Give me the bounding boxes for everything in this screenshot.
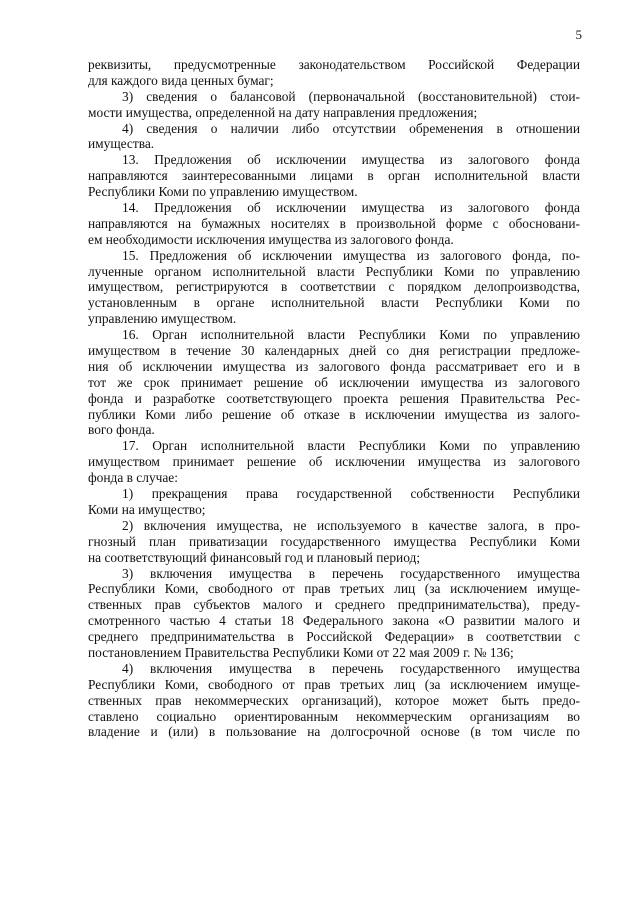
text-line: направляются заинтересованными лицами в орган исполнительной власти (88, 168, 580, 184)
text-line: постановлением Правительства Республики Коми от 22 мая 2009 г. № 136; (88, 644, 514, 660)
text-line: имуществом в течение 30 календарных дней со дня регистрации предложе- (88, 343, 580, 359)
text-line: 3) сведения о балансовой (первоначальной (восстановительной) стои- (122, 88, 580, 104)
text-line: среднего предпринимательства в Российской Федерации» в соответствии с (88, 629, 580, 645)
document-body (88, 57, 580, 740)
text-line: публики Коми либо решение об отказе в исключении имущества из залого- (88, 406, 580, 422)
page-number: 5 (575, 27, 582, 42)
text-line: Республики Коми, свободного от прав третьих лиц (за исключением имуще- (88, 581, 580, 597)
text-line: имуществом, регистрируются в соответствии с порядком делопроизводства, (88, 279, 580, 295)
text-line: владение и (или) в пользование на долгосрочной основе (в том числе по (88, 724, 580, 740)
text-line: управлению имуществом. (88, 311, 237, 327)
text-line: для каждого вида ценных бумаг; (88, 72, 274, 88)
text-line: гнозный план приватизации государственного имущества Республики Коми (88, 533, 580, 549)
text-line: 2) включения имущества, не используемого в качестве залога, в про- (122, 517, 580, 533)
text-line: ставлено социально ориентированным некоммерческим организациям во (88, 708, 580, 724)
text-line: 1) прекращения права государственной собственности Республики (122, 486, 580, 502)
text-line: ственных прав некоммерческих организаций), которое может быть предо- (88, 692, 580, 708)
text-line: имуществом принимает решение об исключении имущества из залогового (88, 454, 580, 470)
text-line: на соответствующий финансовый год и плановый период; (88, 549, 421, 565)
text-line: ственных прав субъектов малого и среднего предпринимательства), преду- (88, 597, 580, 613)
text-line: мости имущества, определенной на дату направления предложения; (88, 104, 478, 120)
text-line: фонда и разработке соответствующего проекта решения Правительства Рес- (88, 390, 580, 406)
text-line: Коми на имущество; (88, 501, 206, 517)
text-line: вого фонда. (88, 422, 155, 438)
text-line: 3) включения имущества в перечень государственного имущества (122, 565, 580, 581)
text-line: Республики Коми, свободного от прав третьих лиц (за исключением имуще- (88, 676, 580, 692)
text-line: 16. Орган исполнительной власти Республики Коми по управлению (122, 327, 580, 343)
text-line: 15. Предложения об исключении имущества из залогового фонда, по- (122, 247, 580, 263)
text-line: ния об исключении имущества из залогового фонда рассматривает его и в (88, 358, 580, 374)
text-line: лученные органом исполнительной власти Республики Коми по управлению (88, 263, 580, 279)
text-line: 4) включения имущества в перечень государственного имущества (122, 660, 580, 676)
text-line: направляются на бумажных носителях в произвольной форме с обосновани- (88, 215, 580, 231)
text-line: 13. Предложения об исключении имущества из залогового фонда (122, 152, 580, 168)
text-line: фонда в случае: (88, 470, 178, 486)
text-line: ем необходимости исключения имущества из залогового фонда. (88, 231, 454, 247)
text-line: имущества. (88, 136, 155, 152)
text-line: реквизиты, предусмотренные законодательством Российской Федерации (88, 57, 580, 72)
text-line: 17. Орган исполнительной власти Республики Коми по управлению (122, 438, 580, 454)
text-line: Республики Коми по управлению имуществом. (88, 184, 358, 200)
text-line: тот же срок принимает решение об исключении имущества из залогового (88, 374, 580, 390)
text-line: смотренного частью 4 статьи 18 Федерального закона «О развитии малого и (88, 613, 580, 629)
text-line: установленным в органе исполнительной власти Республики Коми по (88, 295, 580, 311)
text-line: 14. Предложения об исключении имущества из залогового фонда (122, 200, 580, 216)
text-line: 4) сведения о наличии либо отсутствии обременения в отношении (122, 120, 580, 136)
